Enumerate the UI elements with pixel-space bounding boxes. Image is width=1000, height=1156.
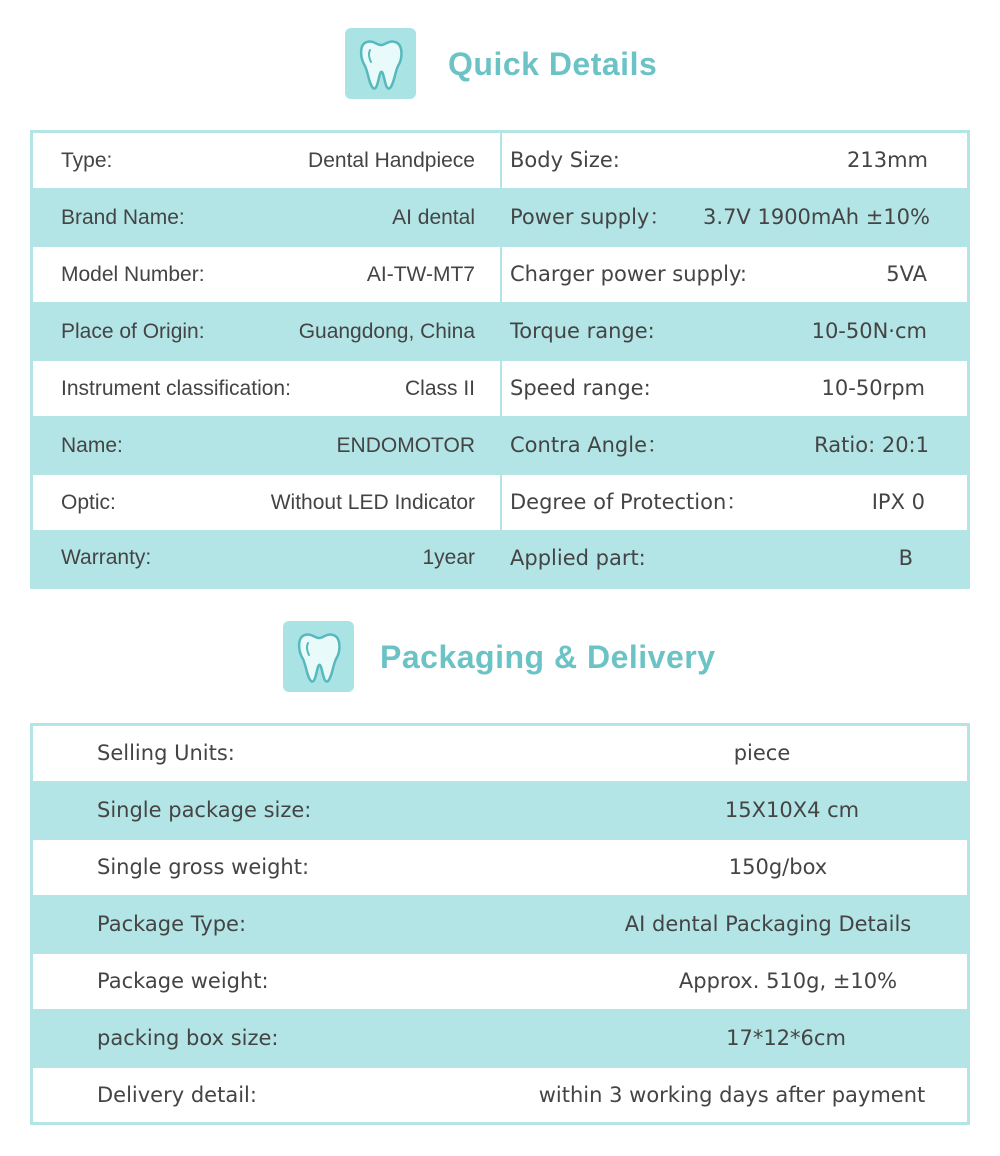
spec-label: Optic: [61,491,116,514]
package-label: Delivery detail: [97,1083,257,1107]
table-row [33,1068,967,1122]
spec-value: AI dental [392,206,475,229]
table-row [33,726,967,781]
spec-label: Power supply： [510,205,671,229]
tooth-icon-graphic [295,629,343,685]
column-divider [500,133,502,586]
quick-details-table [30,130,970,589]
table-row [33,1009,967,1068]
spec-label: Speed range: [510,376,651,400]
package-value: piece [733,741,791,765]
package-label: Package weight: [97,969,269,993]
spec-value: Guangdong, China [298,320,475,343]
tooth-icon-graphic [357,36,405,92]
spec-value: 5VA [886,262,927,286]
package-value: Approx. 510g, ±10% [678,969,898,993]
packaging-title: Packaging & Delivery [380,639,716,675]
spec-label: Applied part: [510,546,646,570]
spec-label: Charger power supply: [510,262,747,286]
package-label: Selling Units: [97,741,235,765]
package-label: packing box size: [97,1026,279,1050]
spec-label: Instrument classification: [61,377,291,400]
spec-label: Type: [61,149,113,172]
spec-label: Degree of Protection： [510,490,748,514]
packaging-table [30,723,970,1125]
package-label: Package Type: [97,912,247,936]
spec-value: 1year [422,546,475,569]
spec-value: 3.7V 1900mAh ±10% [703,205,930,229]
quick-details-title: Quick Details [448,46,658,82]
spec-value: Dental Handpiece [308,149,475,172]
tooth-icon [345,28,416,99]
quick-details-header [0,28,1000,100]
spec-value: 10-50N·cm [811,319,927,343]
table-row [33,840,967,895]
spec-label: Brand Name: [61,206,185,229]
spec-value: Class II [404,377,475,400]
table-row [33,895,967,954]
package-value: 17*12*6cm [726,1026,846,1050]
package-value: AI dental Packaging Details [624,912,912,936]
table-row [33,954,967,1009]
package-value: 150g/box [728,855,828,879]
spec-label: Warranty: [61,546,152,569]
spec-value: Without LED Indicator [270,491,475,514]
spec-label: Name: [61,434,123,457]
spec-value: B [898,546,913,570]
package-label: Single gross weight: [97,855,310,879]
spec-value: IPX 0 [871,490,925,514]
spec-label: Body Size: [510,148,620,172]
spec-value: AI-TW-MT7 [366,263,475,286]
package-value: within 3 working days after payment [538,1083,926,1107]
table-row [33,781,967,840]
tooth-icon [283,621,354,692]
spec-value: 213mm [847,148,928,172]
spec-label: Torque range: [510,319,655,343]
spec-label: Contra Angle： [510,433,668,457]
spec-label: Place of Origin: [61,320,205,343]
spec-value: Ratio: 20:1 [814,433,929,457]
spec-value: 10-50rpm [821,376,925,400]
package-label: Single package size: [97,798,312,822]
packaging-header [0,621,1000,693]
spec-label: Model Number: [61,263,205,286]
spec-value: ENDOMOTOR [336,434,475,457]
package-value: 15X10X4 cm [724,798,860,822]
